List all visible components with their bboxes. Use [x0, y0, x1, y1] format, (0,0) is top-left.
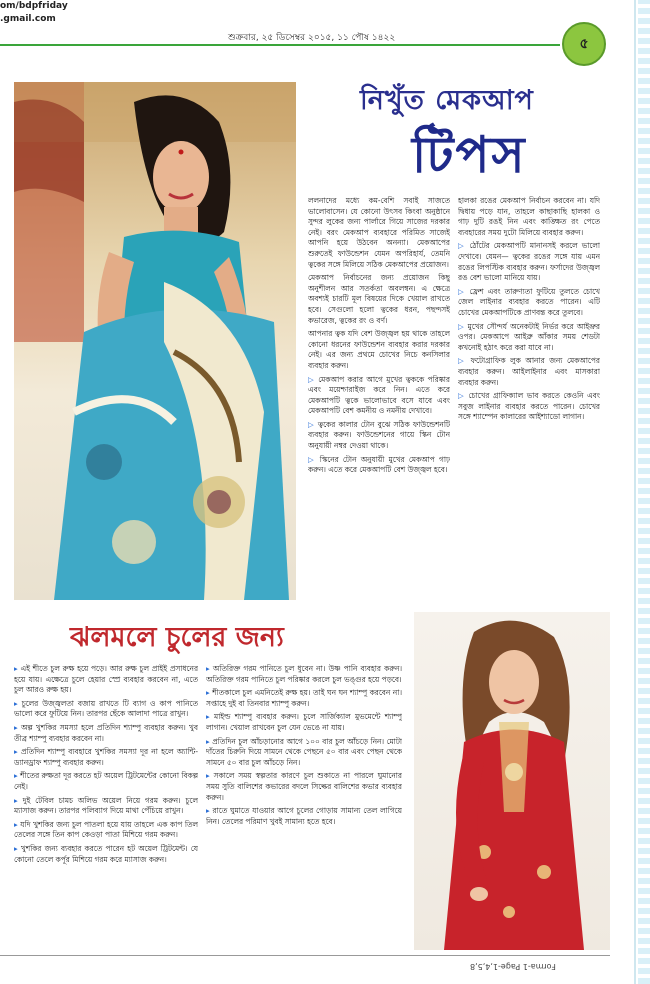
header-date: শুক্রবার, ২৫ ডিসেম্বর ২০১৫, ১১ পৌষ ১৪২২ [228, 33, 396, 43]
bullet-icon: ▸ [14, 747, 21, 757]
paragraph: ▸ শীতকালে চুল এমনিতেই রুক্ষ হয়। তাই ঘন ঘন শ্যাম্পু করবেন না। সপ্তাহে দুই বা তিনবার শ্যাম্পু করুন। [206, 688, 402, 708]
paragraph: ▸ অল্প খুশকির সমস্যা হলে প্রতিদিন শ্যাম্পু ব্যবহার করুন। খুব তীব্র শ্যাম্পু ব্যবহার করবেন না। [14, 722, 198, 743]
bullet-icon: ▷ [308, 454, 320, 464]
paragraph: ▸ যদি খুশকির জন্য চুল পাতলা হয়ে যায় তাহলে এক কাপ তিল তেলের সঙ্গে তিন কাপ কেওড়া পাতা মিশিয়ে গরম করুন। [14, 819, 198, 840]
footer-rule [0, 955, 610, 956]
paragraph: ▸ অতিরিক্ত গরম পানিতে চুল ধুবেন না। উষ্ণ পানি ব্যবহার করুন। অতিরিক্ত গরম পানিতে চুল পরিষ্কার করলে চুল ভঙ্গুর হয়ে পড়বে। [206, 664, 402, 684]
header-rule [0, 44, 560, 46]
paragraph: ▷ মুখের সৌন্দর্য অনেকটাই নির্ভর করে আইভ্রুর ওপর। মেকআপে আইব্রু আঁকার সময় শেডটা কখনোই হঠাৎ করে করা যাবে না। [458, 321, 600, 352]
bullet-icon: ▸ [206, 664, 213, 673]
bullet-icon: ▷ [458, 241, 470, 251]
paragraph: ▸ এই শীতে চুল রুক্ষ হয়ে পড়ে। আর রুক্ষ চুল প্রাইই প্রসাধনের হয়ে যায়। এক্ষেত্রে চুলে হেয়ার স্প্রে ব্যবহার করবেন না, এতে চুল আরও রুক্ষ হয়। [14, 664, 198, 695]
saree-model-photo [14, 82, 296, 600]
paragraph: ▷ মেকআপ করার আগে মুখের ত্বককে পরিষ্কার এবং ময়েশ্চারাইজ করে নিন। এতে করে মেকআপটি ত্বকে ভালোভাবে বসে যাবে এবং মেকআপটি বেশ কমনীয় ও নমনীয় দেখাবে। [308, 374, 450, 416]
bullet-icon: ▸ [14, 771, 21, 781]
paragraph: ▸ সকালে সময় স্বল্পতার কারণে চুল শুকাতে না পারলে ঘুমানোর সময় সুতি বালিশের কভারের বদলে সিল্কের বালিশের কভার ব্যবহার করুন। [206, 771, 402, 802]
bullet-icon: ▸ [206, 688, 213, 698]
paragraph: আপনার ত্বক যদি বেশ উজ্জ্বল হয় থাকে তাহলে কোনো ধরনের ফাউন্ডেশন ব্যবহার করার দরকার নেই। এর জন্য প্রথমে চোখের নিচে কনসিলার ব্যবহার করুন। [308, 329, 450, 370]
paragraph: ▸ খুশকির জন্য ব্যবহার করতে পারেন হট অয়েল ট্রিটমেন্ট। যে কোনো তেলে কর্পূর মিশিয়ে গরম করে ম্যাসাজ করুন। [14, 843, 198, 864]
bullet-icon: ▷ [458, 356, 471, 366]
article-title-line1: নিখুঁত মেকআপ [360, 85, 534, 116]
bullet-icon: ▸ [14, 722, 21, 732]
red-dress-model-photo [414, 612, 610, 950]
paragraph: ▸ চুলের উজ্জ্বলতা বজায় রাখতে টি ব্যাগ ও কাপ পানিতে ভালো করে ফুটিয়ে নিন। তারপর ছেঁকে আলাদা পাত্রে রাখুন। [14, 698, 198, 719]
article2-column1 [14, 664, 198, 948]
decorative-line [634, 0, 636, 984]
header-email: om/bdpfriday .gmail.com [0, 1, 68, 24]
bullet-icon: ▷ [308, 419, 318, 429]
paragraph: ▸ রাতে ঘুমাতে যাওয়ার আগে চুলের গোড়ায় সামান্য তেল লাগিয়ে নিন। তেলের পরিমাণ খুবই সামান্য হতে হবে। [206, 806, 402, 826]
paragraph: ▷ ফ্রেশ এবং তারুণ্যতা ফুটিয়ে তুলতে চোখে জেল লাইনার ব্যবহার করতে পারেন। এটি চোখের মেকআপটিকে প্রাণবন্ত করে তুলবে। [458, 286, 600, 317]
bullet-icon: ▸ [14, 843, 21, 853]
article1-column2 [458, 196, 600, 592]
bullet-icon: ▸ [206, 736, 213, 746]
article1-column1 [308, 196, 450, 592]
print-forma-note: Forma-1 Page-1,4,5,8 [470, 962, 556, 971]
paragraph: ▷ ত্বকের কালার টোন বুঝে সঠিক ফাউন্ডেশনটি ব্যবহার করুন। ফাউন্ডেশনের গায়ে স্কিন টোন অনুযায়ী নম্বর দেওয়া থাকে। [308, 419, 450, 451]
bullet-icon: ▷ [458, 286, 470, 296]
paragraph: মেকআপ নির্বাচনের জন্য প্রয়োজন কিছু অনুশীলন আর সতর্কতা অবলম্বন। এ ক্ষেত্রে অবশ্যই চারটি মূল বিষয়ের দিকে খেয়াল রাখতে হবে। সেগুলো হলো ত্বকের ধরন, পছন্দসই কভারেজ, ত্বকের রং ও বর্ণ। [308, 273, 450, 325]
bullet-icon: ▸ [206, 771, 214, 781]
paragraph: ▸ প্রতিদিন শ্যাম্পু ব্যবহারে খুশকির সমস্যা দূর না হলে অ্যান্টি-ড্যানড্রাফ শ্যাম্পু ব্যবহার করুন। [14, 747, 198, 767]
bullet-icon: ▸ [14, 698, 22, 708]
paragraph: ▸ দুই টেবিল চামচ অলিভ অয়েল নিয়ে গরম করুন। চুলে ম্যাসাজ করুন। তারপর পলিব্যাগ দিয়ে মাথা পেঁচিয়ে রাখুন। [14, 795, 198, 816]
paragraph: ▷ ফটোগ্রাফিক লুক আনার জন্য মেকআপের ব্যবহার করুন। আইলাইনার এবং মাসকারা ব্যবহার করুন। [458, 356, 600, 387]
paragraph: হালকা রঙের মেকআপ নির্বাচন করবেন না। যদি দ্বিধায় পড়ে যান, তাহলে কাছাকাছি হালকা ও গাঢ় দুটি রঙই নিন এবং কাঙ্ক্ষিত রং পেতে ব্যবহারের সময় দুটো মিলিয়ে ব্যবহার করুন। [458, 196, 600, 237]
paragraph: ▷ স্কিনের টোন অনুযায়ী মুখের মেকআপ গাঢ় করুন। এতে করে মেকআপটি বেশ উজ্জ্বল হবে। [308, 454, 450, 475]
decorative-stripe [638, 0, 650, 984]
page-number: ৫ [562, 22, 606, 66]
article2-column2 [206, 664, 402, 948]
paragraph: ▸ প্রতিদিন চুল আঁচড়ানোর আগে ১০০ বার চুল আঁচড়ে নিন। মোটা দাঁতের চিরুনি দিয়ে সামনে থেকে পেছনে ৫০ বার এবং পেছন থেকে সামনে ৫০ বার চুল আঁচড়ে নিন। [206, 736, 402, 767]
paragraph: ললনাদের মধ্যে কম-বেশি সবাই সাজতে ভালোবাসেন। যে কোনো উৎসব কিংবা অনুষ্ঠানে সুন্দর লুকের জন্য পার্লারে গিয়ে সাজের দরকার নেই। বরং মেকআপ ব্যবহারে পরিমিত সাজেই আপনি হয়ে উঠবেন অনন্যা। মেকআপের শুরুতেই ফাউন্ডেশন যেমন অপরিহার্য, তেমনি ত্বকের সঙ্গে মিলিয়ে সঠিক মেকআপের প্রয়োজন। [308, 196, 450, 269]
hair-article-title: ঝলমলে চুলের জন্য [70, 622, 284, 653]
bullet-icon: ▸ [14, 664, 21, 673]
bullet-icon: ▷ [308, 374, 319, 384]
bullet-icon: ▸ [206, 806, 213, 816]
paragraph: ▷ চোখের গ্রাফিক্যাল ভাব করতে কেওনি এবং সবুজ লাইনার ব্যবহার করতে পারেন। চোখের সঙ্গে শ্যাম্পেন কালারের আইশ্যাডো লাগান। [458, 391, 600, 422]
bullet-icon: ▸ [14, 795, 23, 805]
bullet-icon: ▸ [14, 819, 21, 829]
bullet-icon: ▷ [458, 391, 469, 401]
paragraph: ▸ শীতের রুক্ষতা দূর করতে হট অয়েল ট্রিটমেন্টের কোনো বিকল্প নেই। [14, 771, 198, 791]
bullet-icon: ▸ [206, 712, 215, 722]
paragraph: ▷ ঠোঁটের মেকআপটি মানানসই করলে ভালো দেখাবে। যেমন— ত্বকের রঙের সঙ্গে যায় এমন রঙের লিপস্টিক ব্যবহার করুন। ফর্সাদের উজ্জ্বল রঙ বেশ ভালো মানিয়ে যায়। [458, 241, 600, 283]
article-title-line2: টিপস [412, 126, 527, 184]
bullet-icon: ▷ [458, 321, 468, 331]
paragraph: ▸ মাইল্ড শ্যাম্পু ব্যবহার করুন। চুলে সার্জিক্যাল মুভমেন্টে শ্যাম্পু লাগান। খেয়াল রাখবেন চুল যেন ভেঙে না যায়। [206, 712, 402, 732]
